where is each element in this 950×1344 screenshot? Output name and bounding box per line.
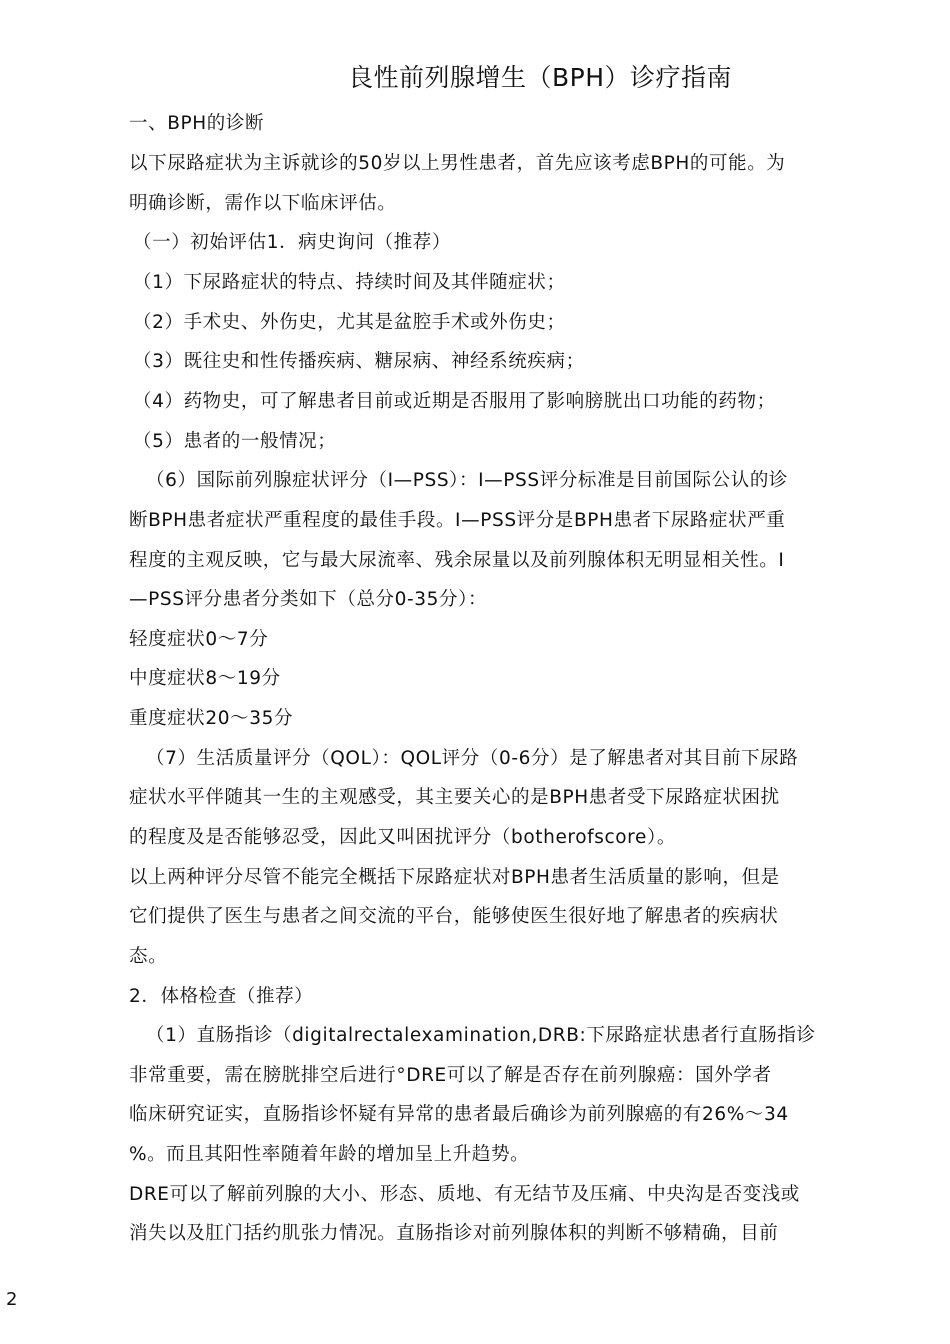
paragraph-line: 态。: [129, 946, 168, 967]
paragraph-line: 它们提供了医生与患者之间交流的平台，能够使医生很好地了解患者的疾病状: [129, 906, 779, 927]
paragraph-line: 临床研究证实，直肠指诊怀疑有异常的患者最后确诊为前列腺癌的有26%～34: [129, 1104, 789, 1125]
paragraph-line: 以上两种评分尽管不能完全概括下尿路症状对BPH患者生活质量的影响，但是: [129, 867, 780, 888]
paragraph-line: 断BPH患者症状严重程度的最佳手段。I—PSS评分是BPH患者下尿路症状严重: [129, 510, 786, 531]
list-item: （1）下尿路症状的特点、持续时间及其伴随症状；: [133, 272, 566, 293]
subsection-heading-initial-evaluation: （一）初始评估1．病史询问（推荐）: [133, 232, 451, 253]
list-item: （5）患者的一般情况；: [133, 431, 337, 452]
section-heading-diagnosis: 一、BPH的诊断: [129, 113, 265, 134]
paragraph-line: —PSS评分患者分类如下（总分0-35分）：: [129, 589, 488, 610]
paragraph-line: DRE可以了解前列腺的大小、形态、质地、有无结节及压痛、中央沟是否变浅或: [129, 1184, 800, 1205]
paragraph-line: %。而且其阳性率随着年龄的增加呈上升趋势。: [129, 1144, 530, 1165]
score-category-moderate: 中度症状8～19分: [129, 668, 281, 689]
list-item: （3）既往史和性传播疾病、糖尿病、神经系统疾病；: [133, 351, 585, 372]
score-category-severe: 重度症状20～35分: [129, 708, 294, 729]
list-item: （7）生活质量评分（QOL）：QOL评分（0-6分）是了解患者对其目前下尿路: [146, 748, 799, 769]
paragraph-line: 消失以及肛门括约肌张力情况。直肠指诊对前列腺体积的判断不够精确，目前: [129, 1223, 779, 1244]
subsection-heading-physical-exam: 2．体格检查（推荐）: [129, 986, 314, 1007]
paragraph-line: 以下尿路症状为主诉就诊的50岁以上男性患者，首先应该考虑BPH的可能。为: [129, 153, 786, 174]
paragraph-line: 非常重要，需在膀胱排空后进行°DRE可以了解是否存在前列腺癌：国外学者: [129, 1065, 772, 1086]
paragraph-line: 明确诊断，需作以下临床评估。: [129, 193, 397, 214]
page-number: 2: [6, 1289, 18, 1310]
list-item: （6）国际前列腺症状评分（I—PSS）：I—PSS评分标准是目前国际公认的诊: [146, 470, 789, 491]
paragraph-line: 症状水平伴随其一生的主观感受，其主要关心的是BPH患者受下尿路症状困扰: [129, 787, 780, 808]
list-item: （2）手术史、外伤史，尤其是盆腔手术或外伤史；: [133, 312, 566, 333]
list-item: （4）药物史，可了解患者目前或近期是否服用了影响膀胱出口功能的药物；: [133, 391, 776, 412]
document-title: 良性前列腺增生（BPH）诊疗指南: [348, 63, 733, 92]
paragraph-line: 程度的主观反映，它与最大尿流率、残余尿量以及前列腺体积无明显相关性。I: [129, 550, 785, 571]
score-category-mild: 轻度症状0～7分: [129, 629, 269, 650]
list-item: （1）直肠指诊（digitalrectalexamination,DRB:下尿路症状患者行直肠指诊: [146, 1025, 816, 1046]
paragraph-line: 的程度及是否能够忍受，因此又叫困扰评分（botherofscore）。: [129, 827, 676, 848]
